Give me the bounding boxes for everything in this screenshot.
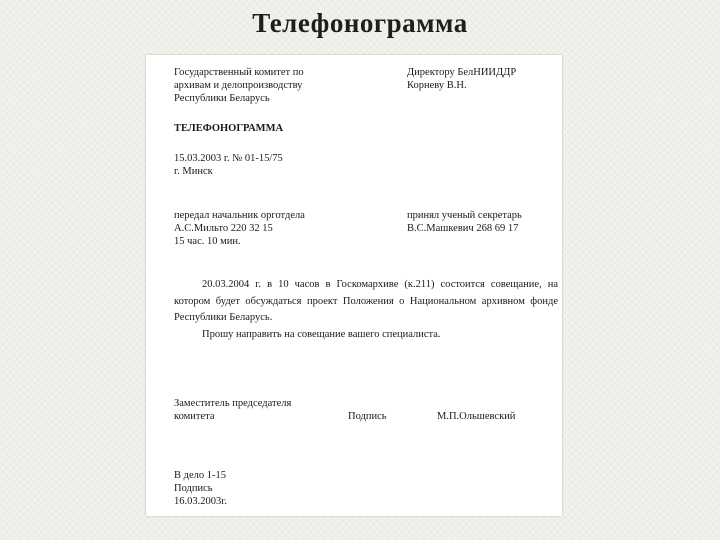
body-text	[174, 277, 558, 343]
telephonogram-document	[146, 55, 562, 516]
sender-line-3: Республики Беларусь	[174, 93, 270, 104]
sender-line-1: Государственный комитет по	[174, 67, 304, 78]
place: г. Минск	[174, 166, 213, 177]
received-line-1: принял ученый секретарь	[407, 210, 522, 221]
transmitted-line-1: передал начальник орготдела	[174, 210, 305, 221]
signatory-title-line-2: комитета	[174, 411, 215, 422]
signature-label: Подпись	[348, 411, 387, 422]
recipient-line-2: Корневу В.Н.	[407, 80, 467, 91]
recipient-line-1: Директору БелНИИДДР	[407, 67, 517, 78]
document-heading: ТЕЛЕФОНОГРАММА	[174, 123, 284, 134]
received-line-2: В.С.Машкевич 268 69 17	[407, 223, 519, 234]
signatory-title-line-1: Заместитель председателя	[174, 398, 292, 409]
date-number: 15.03.2003 г. № 01-15/75	[174, 153, 283, 164]
filing-line-1: В дело 1-15	[174, 470, 226, 481]
transmitted-line-2: А.С.Мильто 220 32 15	[174, 223, 273, 234]
slide-title: Телефонограмма	[252, 8, 468, 38]
transmitted-line-3: 15 час. 10 мин.	[174, 236, 241, 247]
body-paragraph-2: Прошу направить на совещание вашего специалиста.	[202, 328, 441, 340]
signatory-name: М.П.Ольшевский	[437, 411, 516, 422]
filing-line-2: Подпись	[174, 483, 213, 494]
sender-line-2: архивам и делопроизводству	[174, 80, 303, 91]
body-paragraph-1: 20.03.2004 г. в 10 часов в Госкомархиве (к.211) состоится совещание, на котором будет обсуждаться проект Положения о Национальном архивном фонде Республики Беларусь.	[174, 279, 558, 323]
filing-line-3: 16.03.2003г.	[174, 496, 227, 507]
